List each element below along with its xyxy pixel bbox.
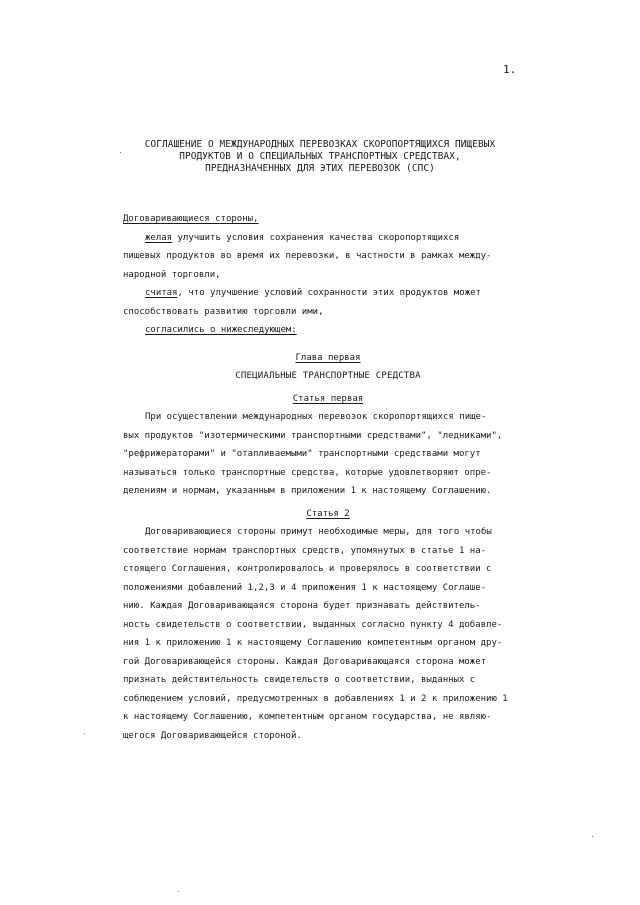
preamble-considering-line-2: способствовать развитию торговли ими, [123,306,324,317]
preamble-heading [123,210,533,229]
chapter-label-text: Глава первая [295,352,361,363]
preamble-considering-text-1: , что улучшение условий сохранности этих продуктов может [177,288,481,298]
article2-line-5: нию. Каждая Договаривающаяся сторона будет признавать действитель- [123,601,481,611]
article2-line-2: соответствие нормам транспортных средств, упомянутых в статье 1 на- [123,545,487,556]
document-title [130,139,510,175]
scan-speck [592,836,593,837]
chapter-label [123,349,533,368]
preamble-considering-word: считая [145,288,178,298]
article2-line-1: Договаривающиеся стороны примут необходимые меры, для того чтобы [145,527,492,537]
preamble-desiring-line-2: пищевых продуктов во время их перевозки, в частности в рамках между- [123,251,492,261]
preamble-heading-text: Договаривающиеся стороны, [123,214,259,224]
article2-heading [123,505,533,524]
article1-line-3: "рефрижераторами" и "отапливаемыми" транспортными средствами могут [123,449,481,459]
article2-line-4: положениями добавлений 1,2,3 и 4 приложения 1 к настоящему Соглаше- [123,582,487,593]
preamble-desiring-line-3: народной торговли, [123,269,221,280]
article2-line-3: стоящего Соглашения, контролировалось и проверялось в соответствии с [123,564,492,574]
article1-line-4: называться только транспортные средства, которые удовлетворяют опре- [123,467,492,478]
scan-speck [120,152,121,153]
title-line-2: ПРОДУКТОВ И О СПЕЦИАЛЬНЫХ ТРАНСПОРТНЫХ СРЕДСТВАХ, [179,151,461,162]
article2-line-10: соблюдением условий, предусмотренных в добавлениях 1 и 2 к приложению 1 [123,693,508,704]
article2-heading-text: Статья 2 [306,508,350,519]
article2-line-12: щегося Договаривающейся стороной. [123,730,302,741]
title-line-1: СОГЛАШЕНИЕ О МЕЖДУНАРОДНЫХ ПЕРЕВОЗКАХ СКОРОПОРТЯЩИХСЯ ПИЩЕВЫХ [144,139,496,150]
article1-line-5: делениям и нормам, указанным в приложении 1 к настоящему Соглашению. [123,486,492,496]
article1-line-2: вых продуктов "изотермическими транспортными средствами", "ледниками", [123,430,503,441]
article2-line-11: к настоящему Соглашению, компетентным органом государства, не являю- [123,712,492,722]
article2-line-9: признать действительность свидетельств о соответствии, выданных с [123,675,476,685]
preamble-agreed-line [123,321,533,340]
article2-line-7: ния 1 к приложению 1 к настоящему Соглашению компетентным органом дру- [123,638,503,648]
preamble-agreed-text: согласились о нижеследующем: [145,325,297,335]
chapter-title: СПЕЦИАЛЬНЫЕ ТРАНСПОРТНЫЕ СРЕДСТВА [235,371,421,381]
scan-speck [178,891,179,892]
preamble-considering-line-1 [123,284,533,303]
preamble-desiring-line-1 [123,229,533,248]
document-body [123,210,533,745]
article1-heading-text: Статья первая [292,393,364,404]
article1-heading [123,390,533,409]
title-line-3: ПРЕДНАЗНАЧЕННЫХ ДЛЯ ЭТИХ ПЕРЕВОЗОК (СПС) [205,163,435,174]
preamble-desiring-text-1: улучшить условия сохранения качества скоропортящихся [172,232,460,243]
article2-line-6: ность свидетельств о соответствии, выданных согласно пункту 4 добавле- [123,619,503,630]
article1-line-1: При осуществлении международных перевозок скоропортящихся пище- [145,412,487,422]
preamble-desiring-word: желая [145,232,173,243]
page-number: 1. [503,63,517,76]
article2-line-8: гой Договаривающейся стороны. Каждая Договаривающаяся сторона может [123,656,487,667]
scan-speck [84,733,85,734]
